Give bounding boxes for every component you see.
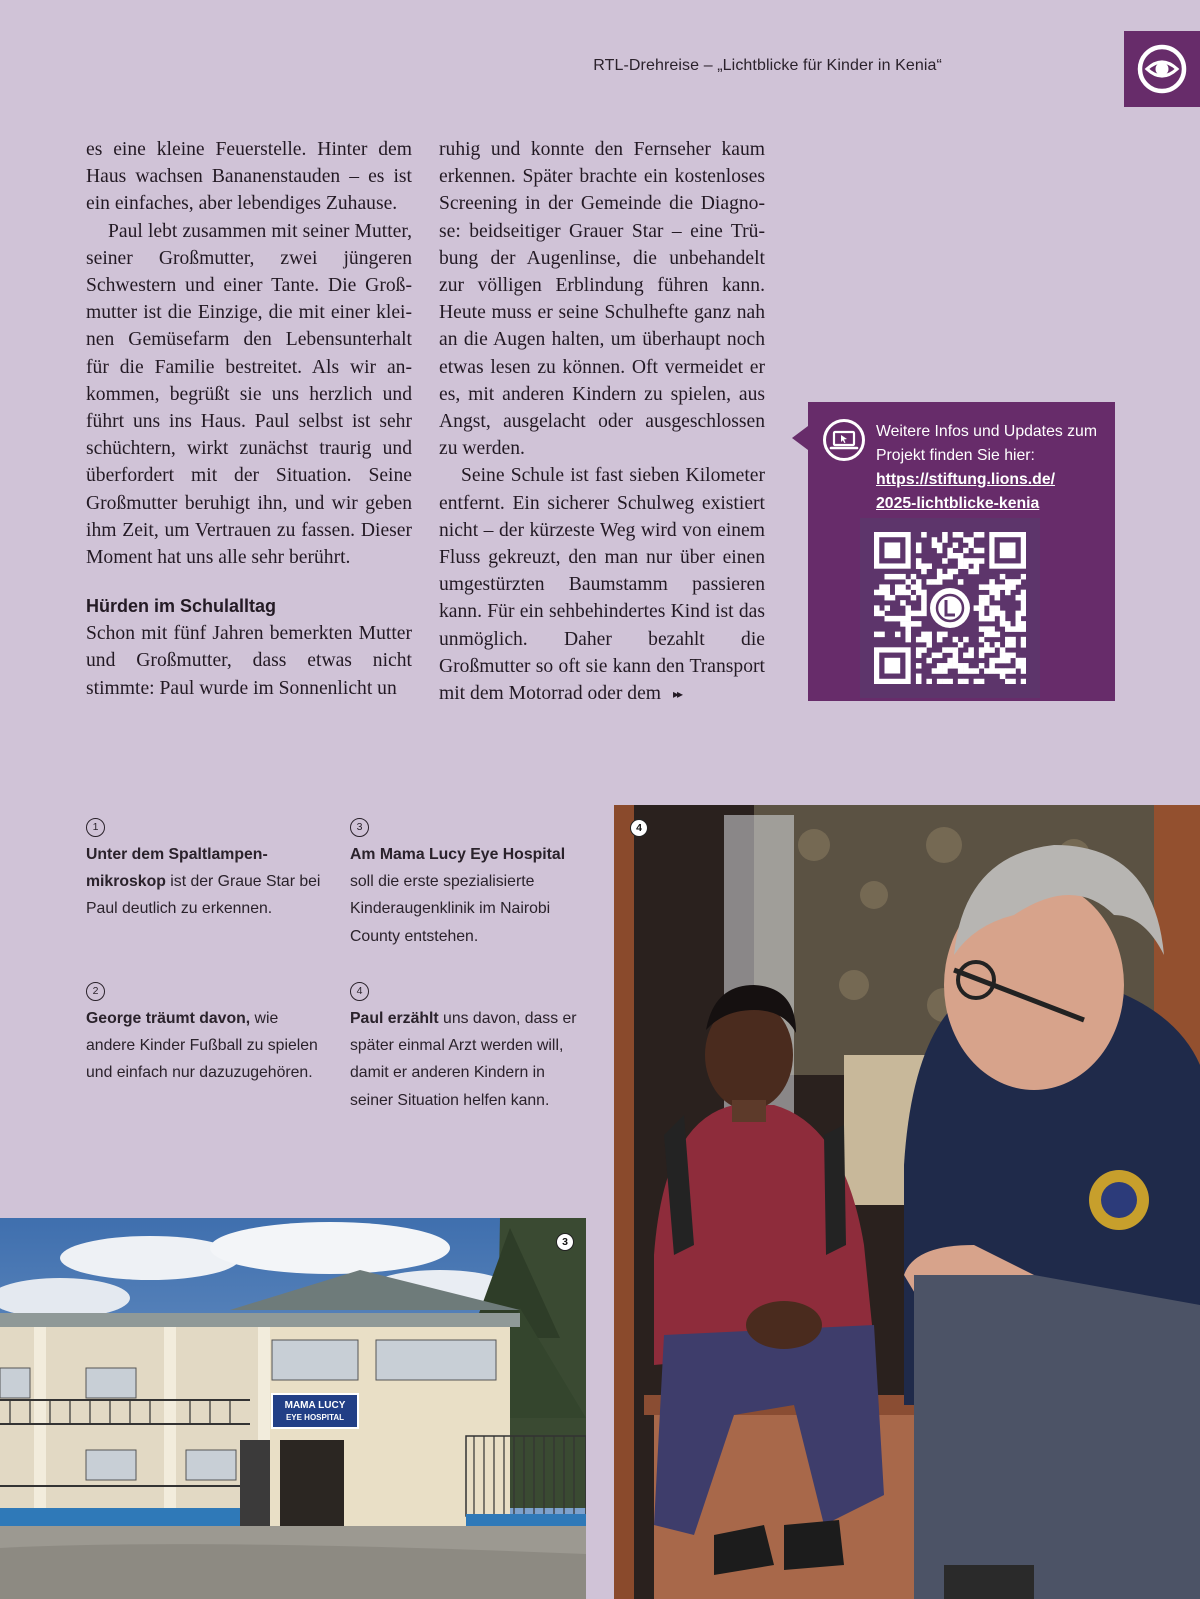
qr-code-icon <box>874 532 1026 684</box>
section-tab <box>1124 31 1200 107</box>
caption-number: 2 <box>86 982 105 1001</box>
eye-icon <box>1137 44 1187 94</box>
caption-lead: George träumt davon, <box>86 1010 251 1027</box>
paragraph-text: Seine Schule ist fast sieben Kilometer entfernt. Ein sicherer Schulweg existiert nicht – der kürzeste Weg wird von einem Fluss gekreuzt, den man nur über einen umgestürzten Baumstamm passieren kann. Für ein sehbehindertes Kind ist das unmöglich. Daher bezahlt die Großmutter so oft sie kann den Transport mit dem Motorrad oder dem <box>439 465 765 705</box>
project-link-line-2[interactable]: 2025-lichtblicke-kenia <box>876 495 1040 512</box>
photo-number-badge: 4 <box>630 819 648 837</box>
qr-code[interactable] <box>860 518 1040 698</box>
paragraph: es eine kleine Feuerstelle. Hinter dem Haus wachsen Bananenstauden – es ist ein einfaches, aber lebendiges Zuhause. <box>86 139 412 215</box>
caption-text: wie andere Kinder Fußball zu spielen und einfach nur dazuzugehören. <box>86 1010 318 1082</box>
photo-number-badge: 3 <box>556 1233 574 1251</box>
caption-1 <box>86 818 326 923</box>
paragraph <box>439 462 765 708</box>
hospital-illustration <box>0 1218 586 1599</box>
info-description: Weitere Infos und Updates zum Projekt finden Sie hier: <box>876 423 1097 464</box>
caption-lead: Paul erzählt <box>350 1010 439 1027</box>
caption-number: 1 <box>86 818 105 837</box>
caption-lead: Am Mama Lucy Eye Hospital <box>350 846 566 863</box>
hospital-sign-line-1: MAMA LUCY <box>284 1400 346 1411</box>
caption-text: uns davon, dass er später einmal Arzt werden will, damit er anderen Kindern in seiner Situation helfen kann. <box>350 1010 577 1109</box>
caption-lead: Unter dem Spaltlampenmikroskop <box>86 846 268 891</box>
hospital-photo <box>0 1218 586 1599</box>
paul-photo <box>614 805 1200 1599</box>
hospital-sign-line-2: EYE HOSPITAL <box>285 1413 345 1422</box>
article-column-1 <box>86 136 412 702</box>
info-box-pointer <box>792 426 808 450</box>
caption-number: 3 <box>350 818 369 837</box>
caption-2 <box>86 982 326 1087</box>
running-title: RTL-Drehreise – „Lichtblicke für Kinder in Kenia“ <box>593 57 942 74</box>
caption-text: ist der Graue Star bei Paul deutlich zu erkennen. <box>86 873 321 918</box>
caption-4 <box>350 982 590 1114</box>
info-text <box>876 420 1106 516</box>
subheading: Hürden im Schulalltag <box>86 596 277 617</box>
project-link-line-1[interactable]: https://stiftung.lions.de/ <box>876 471 1056 488</box>
article-column-2 <box>439 136 765 708</box>
paragraph: ruhig und konnte den Fernseher kaum erkennen. Später brachte ein kostenloses Screening in der Gemeinde die Diagnose: beidseitiger Grauer Star – eine Trübung der Augenlinse, die unbehandelt zur völligen Erblindung führen kann. Heute muss er seine Schulhefte ganz nah an die Augen halten, um überhaupt noch etwas lesen zu können. Oft vermeidet er es, mit anderen Kindern zu spielen, aus Angst, ausgelacht oder ausgeschlossen zu werden. <box>439 139 765 460</box>
paragraph: Paul lebt zusammen mit seiner Mutter, seiner Großmutter, zwei jüngeren Schwestern und einer Tante. Die Großmutter ist die Einzige, die mit einer kleinen Gemüsefarm den Lebensunterhalt für die Familie bestreitet. Als wir ankommen, begrüßt sie uns herzlich und führt uns ins Haus. Paul selbst ist sehr schüchtern, wirkt zunächst traurig und überfordert mit der Situation. Seine Großmutter beruhigt ihn, und wir geben ihm Zeit, um Vertrauen zu fassen. Dieser Moment hat uns alle sehr berührt. <box>86 220 412 569</box>
caption-text: soll die erste spezialisierte Kinderaugenklinik im Nairobi County entstehen. <box>350 873 551 945</box>
caption-number: 4 <box>350 982 369 1001</box>
paul-and-lions-member-illustration <box>614 805 1200 1599</box>
continue-arrow-icon: ▸▸ <box>673 687 682 702</box>
laptop-icon <box>822 418 866 462</box>
caption-3 <box>350 818 590 950</box>
paragraph: Schon mit fünf Jahren bemerkten Mutter und Großmutter, dass etwas nicht stimmte: Paul wurde im Sonnenlicht un <box>86 623 412 699</box>
info-box <box>808 402 1115 701</box>
